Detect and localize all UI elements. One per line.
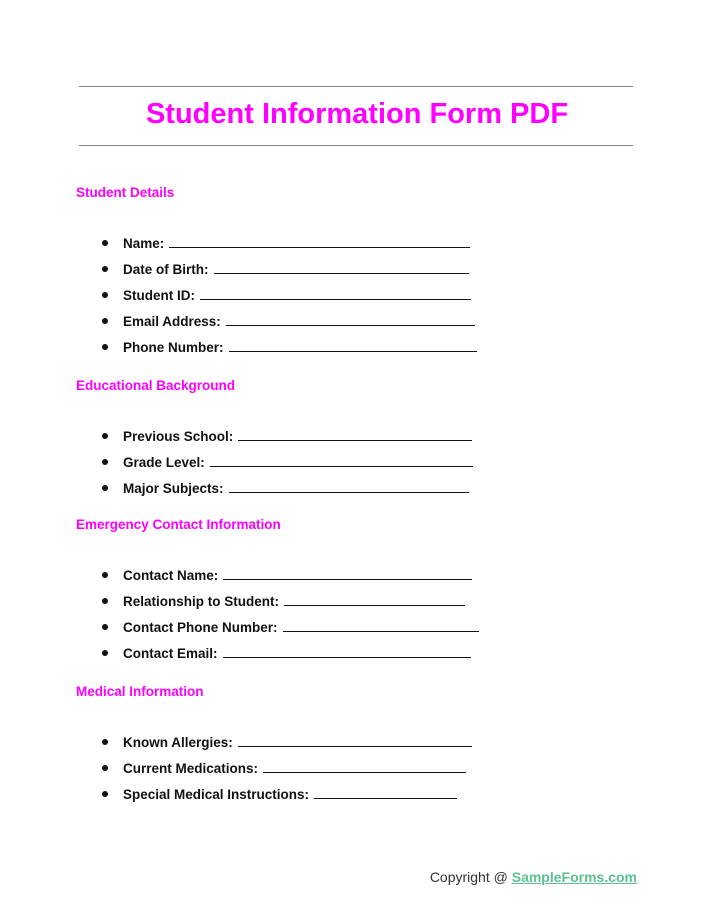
field-phone-number[interactable] <box>102 329 477 355</box>
blank-line[interactable] <box>284 605 465 606</box>
field-label: Contact Name: <box>123 568 219 583</box>
field-student-id[interactable] <box>102 277 471 303</box>
blank-line[interactable] <box>214 273 470 274</box>
field-label: Special Medical Instructions: <box>123 787 310 802</box>
field-label: Grade Level: <box>123 455 205 470</box>
field-major-subjects[interactable] <box>102 470 469 496</box>
bullet-icon <box>102 240 108 246</box>
section-heading: Student Details <box>76 185 175 200</box>
copyright-footer <box>430 869 637 885</box>
field-label: Email Address: <box>123 314 221 329</box>
bullet-icon <box>102 266 108 272</box>
top-divider <box>79 86 633 87</box>
blank-line[interactable] <box>238 746 472 747</box>
bullet-icon <box>102 650 108 656</box>
sampleforms-link[interactable]: SampleForms.com <box>511 869 637 885</box>
field-known-allergies[interactable] <box>102 724 472 750</box>
bullet-icon <box>102 292 108 298</box>
bullet-icon <box>102 344 108 350</box>
blank-line[interactable] <box>210 466 473 467</box>
bullet-icon <box>102 433 108 439</box>
bullet-icon <box>102 318 108 324</box>
field-grade-level[interactable] <box>102 444 473 470</box>
field-label: Student ID: <box>123 288 195 303</box>
field-label: Phone Number: <box>123 340 224 355</box>
field-current-medications[interactable] <box>102 750 466 776</box>
blank-line[interactable] <box>169 247 470 248</box>
blank-line[interactable] <box>314 798 457 799</box>
field-special-instructions[interactable] <box>102 776 457 802</box>
blank-line[interactable] <box>223 657 471 658</box>
blank-line[interactable] <box>229 492 469 493</box>
section-medical-information <box>76 684 310 802</box>
blank-line[interactable] <box>223 579 472 580</box>
section-emergency-contact <box>76 517 281 661</box>
field-contact-name[interactable] <box>102 557 472 583</box>
field-relationship[interactable] <box>102 583 465 609</box>
blank-line[interactable] <box>263 772 466 773</box>
field-date-of-birth[interactable] <box>102 251 469 277</box>
bullet-icon <box>102 572 108 578</box>
field-contact-email[interactable] <box>102 635 471 661</box>
blank-line[interactable] <box>229 351 477 352</box>
section-educational-background <box>76 378 236 496</box>
field-label: Relationship to Student: <box>123 594 279 609</box>
field-label: Name: <box>123 236 165 251</box>
bullet-icon <box>102 459 108 465</box>
field-previous-school[interactable] <box>102 418 472 444</box>
field-label: Known Allergies: <box>123 735 233 750</box>
field-contact-phone[interactable] <box>102 609 479 635</box>
bullet-icon <box>102 624 108 630</box>
bullet-icon <box>102 765 108 771</box>
field-email-address[interactable] <box>102 303 475 329</box>
blank-line[interactable] <box>283 631 479 632</box>
field-label: Date of Birth: <box>123 262 209 277</box>
field-label: Contact Email: <box>123 646 218 661</box>
field-label: Contact Phone Number: <box>123 620 278 635</box>
title-divider <box>79 145 633 146</box>
section-heading: Emergency Contact Information <box>76 517 281 532</box>
field-label: Major Subjects: <box>123 481 224 496</box>
page-title: Student Information Form PDF <box>145 98 569 130</box>
bullet-icon <box>102 485 108 491</box>
section-heading: Educational Background <box>76 378 236 393</box>
blank-line[interactable] <box>226 325 475 326</box>
field-name[interactable] <box>102 225 470 251</box>
section-heading: Medical Information <box>76 684 204 699</box>
copyright-text: Copyright @ <box>429 869 508 885</box>
field-label: Current Medications: <box>123 761 259 776</box>
field-label: Previous School: <box>123 429 234 444</box>
section-student-details <box>76 185 224 355</box>
blank-line[interactable] <box>238 440 472 441</box>
bullet-icon <box>102 598 108 604</box>
bullet-icon <box>102 739 108 745</box>
blank-line[interactable] <box>200 299 471 300</box>
bullet-icon <box>102 791 108 797</box>
